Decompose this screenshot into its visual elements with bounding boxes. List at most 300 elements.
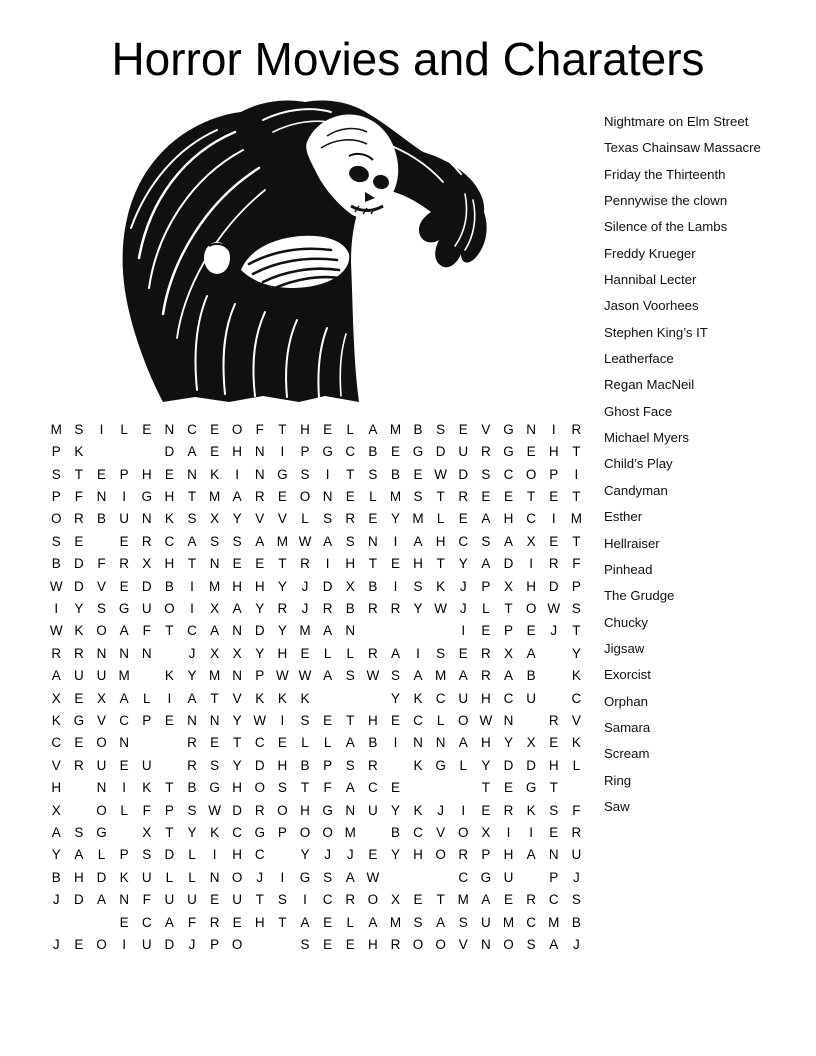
grid-cell-empty bbox=[68, 911, 91, 933]
grid-cell: E bbox=[323, 712, 333, 728]
grid-cell: E bbox=[549, 735, 559, 751]
grid-cell: C bbox=[187, 623, 197, 639]
grid-cell-empty bbox=[362, 821, 385, 843]
grid-cell: J bbox=[188, 937, 196, 953]
grid-cell: V bbox=[436, 825, 446, 841]
grid-cell: P bbox=[481, 578, 491, 594]
grid-cell: I bbox=[280, 444, 285, 460]
grid-cell: I bbox=[303, 892, 307, 908]
word-list-item: Friday the Thirteenth bbox=[604, 166, 726, 182]
grid-cell: W bbox=[49, 578, 63, 594]
grid-cell: R bbox=[277, 600, 288, 616]
grid-cell: U bbox=[526, 690, 536, 706]
grid-cell: L bbox=[436, 511, 445, 527]
grid-cell: L bbox=[346, 645, 354, 661]
grid-cell: Y bbox=[277, 578, 287, 594]
grid-cell: R bbox=[254, 802, 265, 818]
grid-cell: S bbox=[549, 802, 559, 818]
grid-cell: H bbox=[367, 712, 378, 728]
grid-cell: T bbox=[278, 914, 287, 930]
grid-cell: U bbox=[74, 668, 84, 684]
grid-cell: U bbox=[458, 444, 469, 460]
grid-cell: I bbox=[529, 556, 533, 572]
grid-cell: T bbox=[210, 690, 219, 706]
grid-cell: O bbox=[277, 802, 288, 818]
grid-cell: T bbox=[165, 623, 174, 639]
grid-cell: B bbox=[368, 735, 378, 751]
grid-cell: R bbox=[345, 511, 356, 527]
grid-cell: P bbox=[549, 466, 559, 482]
grid-cell-empty bbox=[339, 687, 362, 709]
grid-cell: V bbox=[571, 712, 581, 728]
grid-cell: O bbox=[164, 600, 175, 616]
grid-cell: O bbox=[525, 600, 537, 616]
grid-cell: A bbox=[119, 690, 129, 706]
grid-cell: K bbox=[277, 690, 287, 706]
grid-cell: A bbox=[74, 847, 84, 863]
word-list-item: Nightmare on Elm Street bbox=[604, 114, 749, 129]
grid-cell: R bbox=[548, 712, 559, 728]
grid-cell: A bbox=[413, 668, 423, 684]
grid-cell: S bbox=[413, 488, 423, 504]
grid-cell: E bbox=[119, 914, 129, 930]
grid-cell: H bbox=[413, 556, 423, 572]
grid-cell: J bbox=[301, 600, 309, 616]
grid-cell: S bbox=[300, 937, 310, 953]
grid-cell: N bbox=[96, 645, 107, 661]
grid-cell: T bbox=[572, 623, 581, 639]
grid-cell: A bbox=[481, 556, 491, 572]
grid-cell: S bbox=[323, 511, 333, 527]
grid-cell: C bbox=[254, 847, 265, 863]
grid-cell: I bbox=[506, 825, 511, 841]
grid-cell: W bbox=[434, 600, 448, 616]
letter-grid bbox=[45, 418, 588, 956]
grid-cell: S bbox=[345, 757, 355, 773]
grid-cell: N bbox=[119, 892, 129, 908]
grid-cell: C bbox=[367, 780, 378, 796]
grid-cell: E bbox=[323, 421, 333, 437]
word-list-item: Scream bbox=[604, 746, 650, 762]
grid-cell: U bbox=[141, 600, 152, 616]
grid-cell: O bbox=[299, 488, 311, 504]
grid-cell: C bbox=[141, 914, 152, 930]
grid-cell-empty bbox=[135, 664, 158, 686]
grid-cell: N bbox=[232, 623, 243, 639]
grid-cell: L bbox=[120, 421, 128, 437]
grid-cell: A bbox=[458, 668, 468, 684]
grid-cell: R bbox=[503, 802, 514, 818]
grid-cell: Y bbox=[458, 556, 468, 572]
grid-cell: U bbox=[367, 802, 378, 818]
grid-cell: H bbox=[481, 690, 491, 706]
grid-cell-empty bbox=[520, 866, 543, 888]
grid-cell: I bbox=[393, 735, 398, 751]
grid-cell: H bbox=[232, 780, 243, 796]
grid-cell: R bbox=[481, 444, 491, 460]
grid-cell: K bbox=[74, 623, 84, 639]
grid-cell: H bbox=[232, 444, 243, 460]
grid-cell: I bbox=[461, 623, 466, 639]
grid-cell: E bbox=[503, 488, 513, 504]
grid-cell: R bbox=[141, 533, 152, 549]
grid-cell: C bbox=[548, 892, 559, 908]
grid-cell: L bbox=[482, 600, 490, 616]
grid-cell: L bbox=[323, 645, 332, 661]
grid-cell: K bbox=[436, 578, 446, 594]
grid-cell: D bbox=[322, 578, 333, 594]
grid-cell: C bbox=[254, 735, 265, 751]
grid-cell: C bbox=[187, 421, 197, 437]
grid-cell: M bbox=[389, 488, 402, 504]
grid-cell: A bbox=[413, 533, 423, 549]
grid-cell: L bbox=[97, 847, 106, 863]
grid-cell: S bbox=[74, 825, 84, 841]
grid-cell-empty bbox=[407, 866, 430, 888]
grid-cell: S bbox=[571, 600, 581, 616]
grid-cell: D bbox=[164, 847, 175, 863]
grid-cell: N bbox=[503, 712, 514, 728]
grid-cell: F bbox=[142, 623, 151, 639]
grid-cell: B bbox=[368, 444, 378, 460]
grid-cell: R bbox=[254, 488, 265, 504]
grid-cell: H bbox=[164, 556, 175, 572]
grid-cell: C bbox=[435, 690, 446, 706]
grid-cell: W bbox=[253, 712, 267, 728]
grid-cell: V bbox=[481, 421, 491, 437]
grid-cell: U bbox=[141, 757, 152, 773]
grid-cell: S bbox=[390, 668, 400, 684]
grid-cell: A bbox=[345, 869, 355, 885]
grid-cell: O bbox=[231, 937, 243, 953]
grid-cell: G bbox=[503, 444, 514, 460]
grid-cell-empty bbox=[407, 620, 430, 642]
grid-cell: M bbox=[412, 511, 424, 527]
grid-cell: M bbox=[208, 578, 221, 594]
grid-cell: T bbox=[278, 421, 287, 437]
grid-cell: A bbox=[390, 645, 400, 661]
grid-cell: P bbox=[210, 937, 220, 953]
grid-cell: I bbox=[393, 533, 398, 549]
grid-cell: J bbox=[324, 847, 331, 863]
grid-cell: V bbox=[51, 757, 61, 773]
grid-cell: T bbox=[187, 488, 197, 504]
grid-cell: S bbox=[74, 421, 84, 437]
grid-cell: I bbox=[325, 556, 330, 572]
grid-cell: U bbox=[571, 847, 582, 863]
grid-cell-empty bbox=[113, 440, 136, 462]
grid-cell: A bbox=[232, 600, 242, 616]
grid-cell: E bbox=[481, 802, 491, 818]
grid-cell: P bbox=[119, 847, 129, 863]
grid-cell: X bbox=[210, 645, 220, 661]
grid-cell: I bbox=[574, 466, 579, 482]
grid-cell: H bbox=[413, 847, 423, 863]
grid-cell: B bbox=[413, 421, 423, 437]
grid-cell: P bbox=[503, 623, 513, 639]
grid-cell: E bbox=[210, 735, 220, 751]
grid-cell: E bbox=[549, 488, 559, 504]
word-list-item: Chucky bbox=[604, 614, 648, 630]
grid-cell: A bbox=[503, 668, 513, 684]
grid-cell: M bbox=[208, 488, 221, 504]
grid-cell: X bbox=[390, 892, 400, 908]
grid-cell: J bbox=[256, 869, 264, 885]
grid-cell: J bbox=[437, 802, 445, 818]
grid-cell: H bbox=[277, 645, 288, 661]
grid-cell: I bbox=[461, 802, 466, 818]
grid-cell: R bbox=[367, 757, 378, 773]
grid-cell: P bbox=[277, 825, 287, 841]
grid-cell: L bbox=[301, 511, 309, 527]
grid-cell: E bbox=[526, 444, 536, 460]
grid-cell: F bbox=[255, 421, 264, 437]
grid-cell: E bbox=[549, 533, 559, 549]
grid-cell: K bbox=[300, 690, 310, 706]
grid-cell: T bbox=[187, 556, 197, 572]
grid-cell: H bbox=[481, 735, 491, 751]
grid-cell: A bbox=[164, 914, 174, 930]
grid-cell: A bbox=[368, 914, 378, 930]
grid-cell: J bbox=[550, 623, 558, 639]
grid-cell: M bbox=[570, 511, 582, 527]
grid-cell-empty bbox=[362, 620, 385, 642]
grid-cell: W bbox=[276, 668, 289, 684]
grid-cell: R bbox=[74, 645, 84, 661]
grid-cell: T bbox=[233, 735, 242, 751]
grid-cell: C bbox=[571, 690, 582, 706]
grid-cell: R bbox=[548, 556, 559, 572]
grid-cell: R bbox=[458, 488, 469, 504]
grid-cell: S bbox=[481, 533, 491, 549]
grid-cell: X bbox=[481, 825, 491, 841]
grid-cell: N bbox=[232, 668, 243, 684]
grid-cell: U bbox=[119, 511, 129, 527]
grid-cell: D bbox=[232, 802, 243, 818]
grid-cell: D bbox=[548, 578, 559, 594]
grid-cell: P bbox=[571, 578, 581, 594]
grid-cell: K bbox=[210, 825, 220, 841]
grid-cell: E bbox=[232, 914, 242, 930]
grid-cell: Y bbox=[390, 847, 400, 863]
grid-cell: A bbox=[458, 735, 468, 751]
grid-cell: L bbox=[323, 735, 332, 751]
grid-cell: F bbox=[572, 802, 581, 818]
grid-cell: Y bbox=[232, 757, 242, 773]
grid-cell: O bbox=[96, 735, 107, 751]
grid-cell: O bbox=[412, 937, 424, 953]
grid-cell: C bbox=[413, 712, 423, 728]
grid-cell-empty bbox=[542, 687, 565, 709]
grid-cell: F bbox=[142, 892, 151, 908]
grid-cell: Y bbox=[277, 623, 287, 639]
grid-cell: A bbox=[503, 533, 513, 549]
grid-cell-empty bbox=[158, 732, 181, 754]
grid-cell: E bbox=[345, 937, 355, 953]
grid-cell: O bbox=[458, 825, 469, 841]
grid-cell-empty bbox=[135, 732, 158, 754]
grid-cell: H bbox=[548, 444, 559, 460]
grid-cell: C bbox=[345, 444, 356, 460]
grid-cell: N bbox=[345, 802, 356, 818]
grid-cell-empty bbox=[45, 911, 68, 933]
grid-cell: L bbox=[436, 712, 445, 728]
grid-cell: C bbox=[526, 511, 536, 527]
grid-cell: H bbox=[141, 466, 152, 482]
grid-cell: L bbox=[301, 735, 309, 751]
grid-cell: L bbox=[165, 869, 174, 885]
grid-cell: I bbox=[122, 937, 127, 953]
grid-cell: C bbox=[413, 825, 423, 841]
grid-cell: A bbox=[526, 645, 536, 661]
grid-cell: S bbox=[571, 892, 581, 908]
grid-cell: R bbox=[526, 892, 536, 908]
grid-cell-empty bbox=[542, 642, 565, 664]
grid-cell: N bbox=[119, 735, 129, 751]
grid-cell: Y bbox=[390, 802, 400, 818]
grid-cell: I bbox=[190, 600, 194, 616]
grid-cell-empty bbox=[113, 821, 136, 843]
grid-cell: W bbox=[479, 712, 493, 728]
grid-cell: S bbox=[368, 466, 378, 482]
grid-cell: X bbox=[210, 600, 220, 616]
grid-cell: E bbox=[481, 488, 491, 504]
grid-cell: X bbox=[232, 645, 242, 661]
word-list-item: Ring bbox=[604, 772, 632, 788]
grid-cell: P bbox=[164, 802, 174, 818]
grid-cell: S bbox=[481, 466, 491, 482]
grid-cell: K bbox=[119, 869, 129, 885]
grid-cell-empty bbox=[429, 777, 452, 799]
word-list-item: Esther bbox=[604, 509, 643, 525]
grid-cell: G bbox=[277, 466, 288, 482]
grid-cell: A bbox=[323, 623, 333, 639]
grid-cell: N bbox=[481, 937, 491, 953]
grid-cell: Y bbox=[481, 757, 491, 773]
grid-cell: K bbox=[210, 466, 220, 482]
grid-cell: B bbox=[51, 869, 61, 885]
grid-cell: T bbox=[572, 533, 581, 549]
grid-cell: S bbox=[142, 847, 152, 863]
grid-cell: M bbox=[389, 421, 402, 437]
grid-cell: S bbox=[413, 914, 423, 930]
word-list-item: Freddy Krueger bbox=[604, 245, 696, 261]
grid-cell: O bbox=[51, 511, 62, 527]
grid-cell: R bbox=[322, 600, 333, 616]
grid-cell: G bbox=[141, 488, 152, 504]
grid-cell: E bbox=[526, 623, 536, 639]
grid-cell: M bbox=[548, 914, 560, 930]
word-list-item: The Grudge bbox=[604, 588, 675, 604]
grid-cell: L bbox=[369, 488, 377, 504]
grid-cell: S bbox=[97, 600, 107, 616]
grid-cell: B bbox=[368, 578, 378, 594]
grid-cell-empty bbox=[316, 687, 339, 709]
grid-cell-empty bbox=[565, 777, 588, 799]
grid-cell: S bbox=[436, 421, 446, 437]
grid-cell: X bbox=[142, 825, 152, 841]
grid-cell: Y bbox=[571, 645, 581, 661]
grid-cell: U bbox=[481, 914, 491, 930]
grid-cell: E bbox=[368, 847, 378, 863]
grid-cell: L bbox=[188, 869, 196, 885]
grid-cell: C bbox=[51, 735, 62, 751]
grid-cell-empty bbox=[271, 844, 294, 866]
grid-cell: K bbox=[413, 690, 423, 706]
grid-cell: W bbox=[547, 600, 561, 616]
grid-cell: U bbox=[187, 892, 197, 908]
grid-cell: O bbox=[231, 421, 243, 437]
grid-cell: C bbox=[119, 712, 129, 728]
grid-cell: I bbox=[529, 825, 533, 841]
grid-cell: X bbox=[503, 645, 513, 661]
zombie-illustration bbox=[113, 98, 491, 404]
grid-cell: S bbox=[300, 712, 310, 728]
grid-cell: U bbox=[141, 937, 152, 953]
grid-cell: N bbox=[548, 847, 559, 863]
grid-cell: E bbox=[390, 556, 400, 572]
grid-cell: E bbox=[119, 757, 129, 773]
grid-cell: D bbox=[164, 937, 175, 953]
grid-cell: S bbox=[187, 802, 197, 818]
grid-cell: Y bbox=[255, 600, 265, 616]
grid-cell: E bbox=[503, 892, 513, 908]
word-list-item: Hellraiser bbox=[604, 535, 660, 551]
grid-cell: T bbox=[368, 556, 377, 572]
grid-cell: Y bbox=[390, 690, 400, 706]
grid-cell: L bbox=[142, 690, 151, 706]
grid-cell-empty bbox=[429, 620, 452, 642]
grid-cell: V bbox=[255, 511, 265, 527]
grid-cell-empty bbox=[384, 620, 407, 642]
grid-cell: O bbox=[231, 869, 243, 885]
grid-cell: W bbox=[298, 668, 312, 684]
grid-cell: H bbox=[526, 578, 536, 594]
grid-cell: A bbox=[187, 690, 197, 706]
grid-cell-empty bbox=[407, 777, 430, 799]
grid-cell: N bbox=[254, 466, 265, 482]
grid-cell: R bbox=[187, 735, 197, 751]
grid-cell: G bbox=[299, 869, 311, 885]
grid-cell: D bbox=[254, 757, 265, 773]
grid-cell: E bbox=[503, 780, 513, 796]
grid-cell: N bbox=[141, 511, 152, 527]
grid-cell: X bbox=[503, 578, 513, 594]
grid-cell: A bbox=[97, 892, 107, 908]
grid-cell: J bbox=[188, 645, 196, 661]
grid-cell: E bbox=[277, 735, 287, 751]
grid-cell: D bbox=[74, 578, 84, 594]
grid-cell: S bbox=[232, 533, 242, 549]
grid-cell: A bbox=[255, 533, 265, 549]
grid-cell: A bbox=[51, 825, 61, 841]
word-list-item: Regan MacNeil bbox=[604, 377, 695, 393]
word-list-item: Candyman bbox=[604, 482, 668, 498]
grid-cell: G bbox=[209, 780, 220, 796]
grid-cell-empty bbox=[158, 642, 181, 664]
grid-cell: S bbox=[413, 578, 423, 594]
grid-cell: Y bbox=[74, 600, 84, 616]
grid-cell: I bbox=[122, 780, 127, 796]
word-list-item: Pinhead bbox=[604, 561, 653, 577]
grid-cell: J bbox=[572, 937, 580, 953]
grid-cell: A bbox=[51, 668, 61, 684]
grid-cell: U bbox=[164, 892, 175, 908]
grid-cell: R bbox=[571, 825, 582, 841]
grid-cell: M bbox=[502, 914, 515, 930]
grid-cell: R bbox=[345, 892, 356, 908]
grid-cell: Y bbox=[232, 712, 242, 728]
